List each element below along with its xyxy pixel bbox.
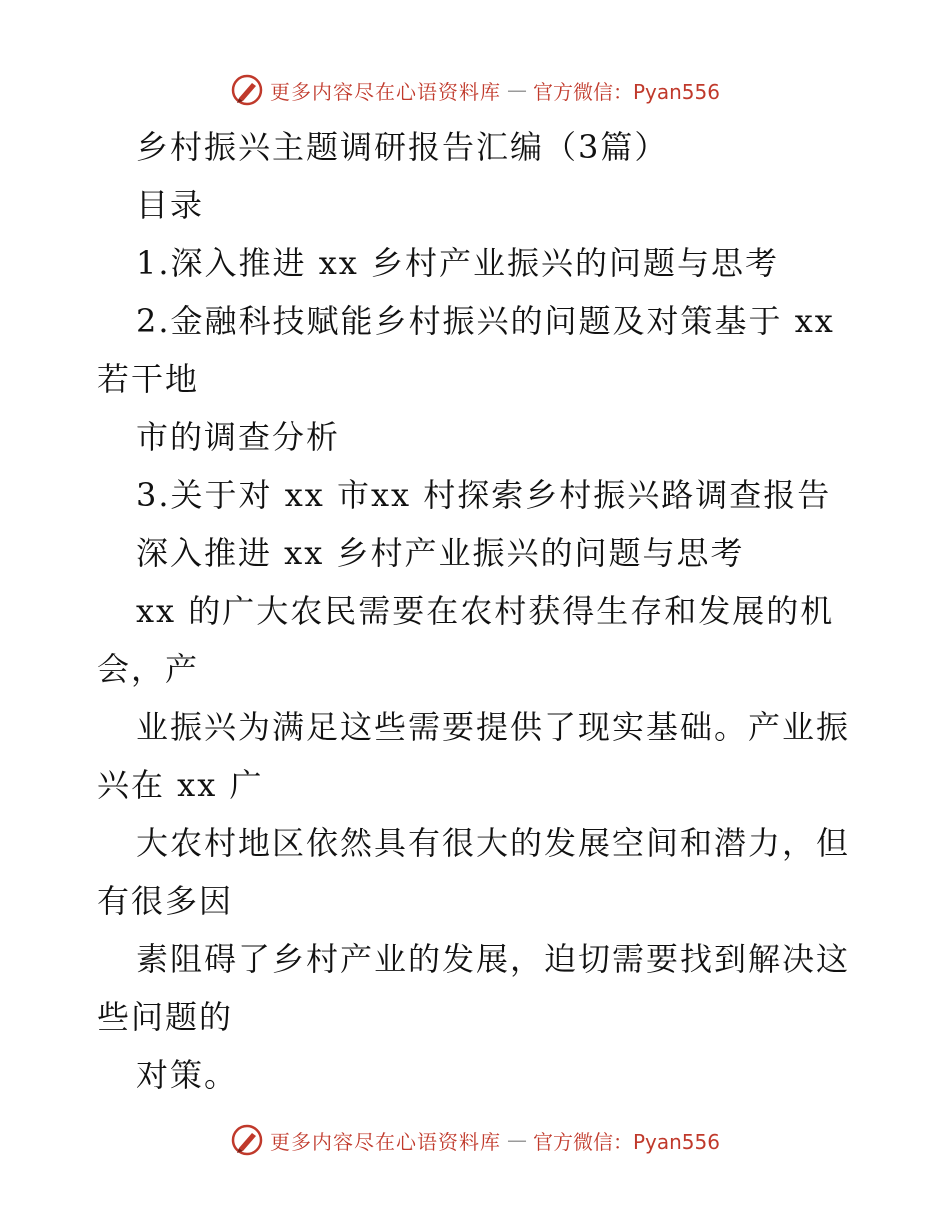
watermark-contact: 官方微信：Pyan556 [532,79,720,104]
body-line: 兴在 xx 广 [97,766,264,804]
toc-item-continuation: 市的调查分析 [136,418,341,456]
toc-item: 2.金融科技赋能乡村振兴的问题及对策基于 xx [136,302,835,340]
body-line: 素阻碍了乡村产业的发展，迫切需要找到解决这 [136,940,851,978]
body-line: 有很多因 [97,882,234,920]
toc-item-continuation: 若干地 [97,360,200,398]
watermark-separator: — [506,78,527,102]
body-line: 些问题的 [97,998,234,1036]
watermark-header [0,70,950,110]
watermark-text: 更多内容尽在心语资料库 [269,1129,501,1154]
body-line: xx 的广大农民需要在农村获得生存和发展的机 [136,592,835,630]
toc-item: 1.深入推进 xx 乡村产业振兴的问题与思考 [136,244,779,282]
watermark-text: 更多内容尽在心语资料库 [269,79,501,104]
pen-logo-icon [230,73,264,107]
watermark-group [230,73,720,107]
watermark-footer [0,1120,950,1160]
watermark-contact: 官方微信：Pyan556 [532,1129,720,1154]
pen-logo-icon [230,1123,264,1157]
toc-heading: 目录 [136,186,205,224]
watermark-group [230,1123,720,1157]
body-line: 大农村地区依然具有很大的发展空间和潜力，但 [136,824,851,862]
document-title: 乡村振兴主题调研报告汇编（3篇） [136,128,669,166]
body-line: 对策。 [136,1056,239,1094]
body-line: 业振兴为满足这些需要提供了现实基础。产业振 [136,708,851,746]
watermark-separator: — [506,1128,527,1152]
body-line: 会，产 [97,650,200,688]
toc-item: 3.关于对 xx 市xx 村探索乡村振兴路调查报告 [136,476,832,514]
section-title: 深入推进 xx 乡村产业振兴的问题与思考 [136,534,745,572]
